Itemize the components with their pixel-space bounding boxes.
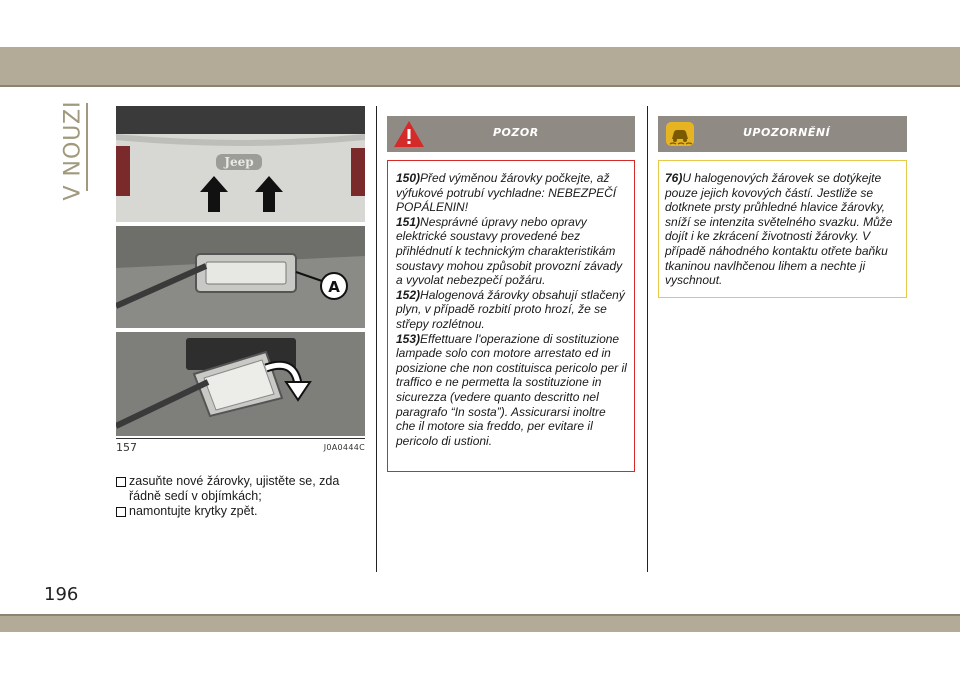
- figure-code: J0A0444C: [323, 443, 365, 452]
- pozor-title: POZOR: [493, 126, 539, 139]
- checkbox-bullet-icon: [116, 477, 126, 487]
- checkbox-bullet-icon: [116, 507, 126, 517]
- steps-list: [116, 474, 366, 519]
- column-divider: [647, 106, 648, 572]
- jeep-badge: Jeep: [224, 155, 254, 169]
- warning-note: 152)Halogenová žárovky obsahují stlačený plyn, v případě rozbití proto hrozí, že se střepy rozlétnou.: [396, 287, 625, 331]
- step-item: namontujte krytky zpět.: [116, 504, 366, 519]
- figure-number: 157: [116, 441, 137, 454]
- figure-photo: [116, 106, 365, 436]
- section-title-rule: [86, 103, 88, 191]
- header-band: [0, 47, 960, 85]
- callout-a: [321, 273, 347, 299]
- page-number: 196: [44, 584, 79, 605]
- footer-band: [0, 616, 960, 632]
- upozorneni-header: [658, 116, 907, 152]
- pozor-box: [387, 160, 635, 472]
- header-rule: [0, 85, 960, 87]
- upozorneni-box: [658, 160, 907, 298]
- car-warning-icon: [664, 120, 696, 148]
- svg-text:A: A: [328, 278, 340, 296]
- caution-note: 76)U halogenových žárovek se dotýkejte pouze jejich kovových částí. Jestliže se dotknete prsty průhledné hlavice žárovky, sníží se intenzita světelného svazku. Může dojít i ke zkrácení životnosti žárovky. V případě náhodného kontaktu otřete baňku tkaninou navlhčenou lihem a nechte ji vyschnout.: [665, 171, 893, 288]
- figure-caption: [116, 438, 365, 454]
- section-title: V NOUZI: [60, 99, 86, 201]
- warning-triangle-icon: [393, 120, 425, 148]
- upozorneni-title: UPOZORNĚNÍ: [743, 126, 831, 139]
- column-divider: [376, 106, 377, 572]
- step-item: zasuňte nové žárovky, ujistěte se, zda řádně sedí v objímkách;: [116, 474, 366, 504]
- pozor-header: [387, 116, 635, 152]
- warning-note: 151)Nesprávné úpravy nebo opravy elektrické soustavy provedené bez přihlédnutí k technickým charakteristikám soustavy mohou způsobit provozní závady a vyvolat nebezpečí požáru.: [396, 214, 623, 288]
- warning-note: 150)Před výměnou žárovky počkejte, až výfukové potrubí vychladne: NEBEZPEČÍ POPÁLENIN!: [396, 171, 617, 215]
- warning-note: 153)Effettuare l'operazione di sostituzione lampade solo con motore arrestato ed in posizione che non costituisca pericolo per il traffico e ne permetta la sostituzione in sicurezza (vedere quanto descritto nel paragrafo “In sosta”). Assicurarsi inoltre che il motore sia freddo, per evitare il pericolo di ustioni.: [396, 331, 627, 448]
